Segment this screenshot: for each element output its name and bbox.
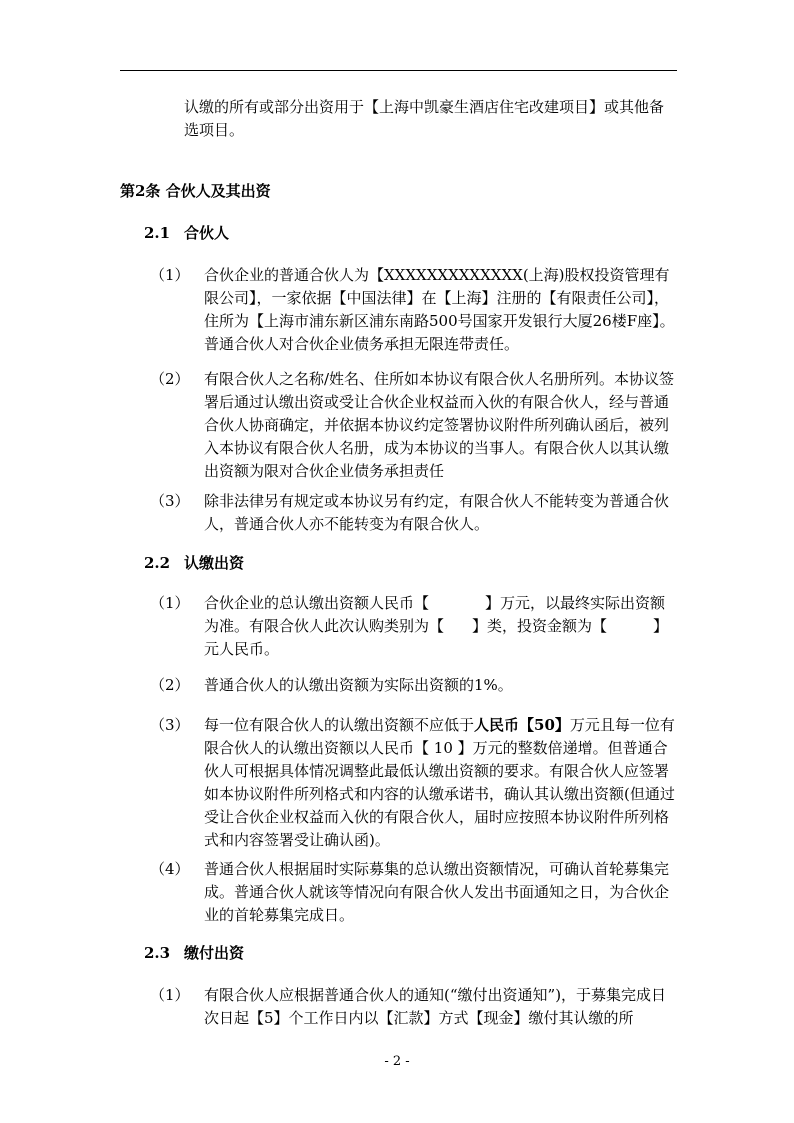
item-text: 普通合伙人根据届时实际募集的总认缴出资额情况，可确认首轮募集完成。普通合伙人就该等情况向有限合伙人发出书面通知之日，为合伙企业的首轮募集完成日。 (204, 860, 670, 924)
header-rule (120, 70, 677, 71)
section-title: 缴付出资 (184, 944, 245, 962)
item-text: 合伙企业的普通合伙人为【XXXXXXXXXXXXX(上海)股权投资管理有限公司】，一家依据【中国法律】在【上海】注册的【有限责任公司】，住所为【上海市浦东新区浦东南路500号国家开发银行大厦26楼F座】。普通合伙人对合伙企业债务承担无限连带责任。 (204, 266, 675, 353)
item-text: 有限合伙人之名称/姓名、住所如本协议有限合伙人名册所列。本协议签署后通过认缴出资或受让合伙企业权益而入伙的有限合伙人，经与普通合伙人协商确定，并依据本协议约定签署协议附件所列确认函后，被列入本协议有限合伙人名册，成为本协议的当事人。有限合伙人以其认缴出资额为限对合伙企业债务承担责任 (204, 370, 675, 480)
item-label: （1） (150, 986, 190, 1004)
item-label: （4） (150, 860, 190, 878)
section-number: 2.1 (144, 224, 171, 242)
item-text (204, 714, 677, 852)
item-text-bold: 人民币【50】 (474, 716, 570, 734)
item-text: 普通合伙人的认缴出资额为实际出资额的1%。 (204, 676, 513, 694)
item-text-part: 万元且每一位有限合伙人的认缴出资额以人民币【 10 】万元的整数倍递增。但普通合伙人可根据具体情况调整此最低认缴出资额的要求。有限合伙人应签署如本协议附件所列格式和内容的认缴承诺书，确认其认缴出资额(但通过受让合伙企业权益而入伙的有限合伙人，届时应按照本协议附件所列格式和内容签署受让确认函)。 (204, 716, 675, 849)
section-number: 2.2 (144, 554, 171, 572)
item-text-part: 】元人民币。 (204, 617, 669, 658)
item-label: （3） (150, 492, 190, 510)
section-2-2-heading (144, 552, 244, 575)
section-2-3-heading (144, 942, 244, 965)
item-label: （3） (150, 716, 190, 734)
section-2-1-heading (144, 222, 229, 245)
item-text (204, 592, 677, 661)
item-text-part: 】万元，以最终实际出资额为准。有限合伙人此次认购类别为【 (204, 594, 666, 635)
item-text-part: 合伙企业的总认缴出资额人民币【 (204, 594, 430, 612)
intro-paragraph: 认缴的所有或部分出资用于【上海中凯豪生酒店住宅改建项目】或其他备选项目。 (184, 98, 665, 139)
item-text: 有限合伙人应根据普通合伙人的通知(“缴付出资通知”)，于募集完成日次日起【5】个工作日内以【汇款】方式【现金】缴付其认缴的所 (204, 986, 667, 1027)
section-number: 2.3 (144, 944, 171, 962)
item-label: （1） (150, 266, 190, 284)
section-title: 认缴出资 (184, 554, 245, 572)
article-title: 第2条 合伙人及其出资 (120, 182, 271, 200)
page-number: - 2 - (384, 1054, 410, 1069)
item-text-part: 每一位有限合伙人的认缴出资额不应低于 (204, 716, 475, 734)
item-label: （2） (150, 370, 190, 388)
item-label: （2） (150, 676, 190, 694)
item-text: 除非法律另有规定或本协议另有约定，有限合伙人不能转变为普通合伙人，普通合伙人亦不能转变为有限合伙人。 (204, 492, 670, 533)
section-title: 合伙人 (184, 224, 230, 242)
item-text-part: 】类，投资金额为【 (472, 617, 608, 635)
item-label: （1） (150, 594, 190, 612)
